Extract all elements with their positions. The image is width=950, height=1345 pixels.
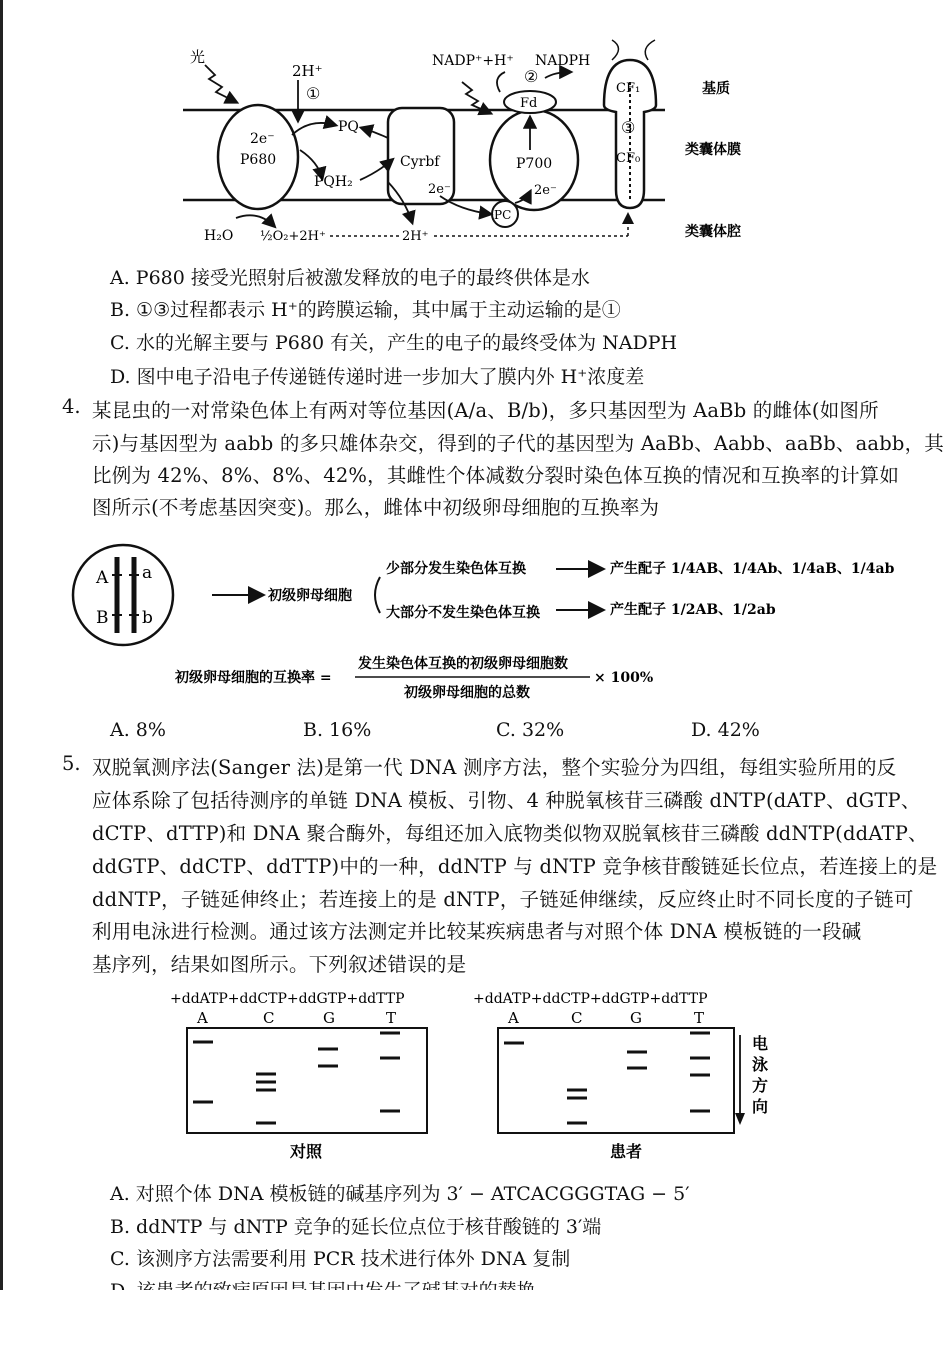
q5-line-5: ddNTP，子链延伸终止；若连接上的是 dNTP，子链延伸继续，反应终止时不同长度的子链可 — [92, 888, 914, 911]
q3-option-d: D. 图中电子沿电子传递链传递时进一步加大了膜内外 H⁺浓度差 — [110, 366, 645, 388]
label-minority-crossover: 少部分发生染色体互换 — [386, 561, 526, 577]
label-light: 光 — [190, 48, 206, 66]
label-2e-psii: 2e⁻ — [250, 131, 275, 147]
label-2h-top: 2H⁺ — [292, 62, 323, 80]
label-nadph: NADPH — [535, 53, 591, 69]
q4-number: 4. — [62, 395, 81, 418]
page-cutoff — [0, 1290, 950, 1345]
label-rate-formula: 初级卵母细胞的互换率 = — [175, 670, 332, 686]
direction-char-1: 电 — [752, 1034, 769, 1053]
patient-gel-box — [498, 1028, 734, 1133]
q5-number: 5. — [62, 752, 81, 775]
control-label: 对照 — [290, 1142, 323, 1161]
label-p700: P700 — [516, 156, 553, 172]
label-step1: ① — [306, 84, 321, 103]
label-stroma: 基质 — [702, 81, 730, 97]
label-2e-psi: 2e⁻ — [534, 183, 557, 198]
patient-lane-t: T — [694, 1009, 705, 1027]
patient-label: 患者 — [610, 1142, 643, 1161]
direction-char-3: 方 — [752, 1076, 769, 1095]
direction-char-4: 向 — [752, 1097, 769, 1116]
label-thylakoid-lumen: 类囊体腔 — [685, 224, 741, 240]
q5-option-a: A. 对照个体 DNA 模板链的碱基序列为 3′ − ATCACGGGTAG − 5′ — [110, 1183, 690, 1205]
gene-A: A — [96, 568, 109, 588]
label-fd: Fd — [520, 96, 538, 111]
q5-line-6: 利用电泳进行检测。通过该方法测定并比较某疾病患者与对照个体 DNA 模板链的一段碱 — [92, 920, 862, 943]
q4-option-c: C. 32% — [496, 719, 565, 741]
gene-b: b — [142, 608, 153, 628]
label-cf1: CF₁ — [616, 81, 641, 96]
cell-circle — [73, 545, 173, 645]
q4-line-3: 比例为 42%、8%、8%、42%，其雌性个体减数分裂时染色体互换的情况和互换率的计算如 — [92, 464, 900, 487]
control-gel-header: +ddATP+ddCTP+ddGTP+ddTTP — [170, 991, 405, 1007]
q5-line-3: dCTP、dTTP)和 DNA 聚合酶外，每组还加入底物类似物双脱氧核苷三磷酸 ddNTP(ddATP、 — [92, 822, 928, 845]
label-primary-oocyte: 初级卵母细胞 — [268, 588, 352, 604]
light-arrow — [205, 65, 236, 102]
label-pqh2: PQH₂ — [314, 174, 353, 190]
q5-line-1: 双脱氧测序法(Sanger 法)是第一代 DNA 测序方法，整个实验分为四组，每组实验所用的反 — [92, 756, 897, 779]
patient-lane-a: A — [508, 1009, 519, 1027]
q3-option-c: C. 水的光解主要与 P680 有关，产生的电子的最终受体为 NADPH — [110, 332, 678, 354]
label-gametes-no-crossover: 产生配子 1/2AB、1/2ab — [610, 602, 776, 618]
light-arrow-psi — [462, 82, 490, 113]
label-gametes-crossover: 产生配子 1/4AB、1/4Ab、1/4aB、1/4ab — [610, 561, 895, 577]
q4-line-1: 某昆虫的一对常染色体上有两对等位基因(A/a、B/b)，多只基因型为 AaBb 的雌体(如图所 — [92, 399, 879, 422]
patient-gel-header: +ddATP+ddCTP+ddGTP+ddTTP — [473, 991, 708, 1007]
label-o2: ½O₂+2H⁺ — [260, 229, 326, 244]
label-h2o: H₂O — [204, 228, 234, 244]
crossover-figure — [0, 535, 950, 710]
label-numerator: 发生染色体互换的初级卵母细胞数 — [358, 656, 568, 672]
q5-line-7: 基序列，结果如图所示。下列叙述错误的是 — [92, 953, 467, 976]
sequencing-gel-figure — [0, 985, 950, 1165]
q5-line-4: ddGTP、ddCTP、ddTTP)中的一种，ddNTP 与 dNTP 竞争核苷酸链延长位点，若连接上的是 — [92, 855, 938, 878]
q4-line-2: 示)与基因型为 aabb 的多只雄体杂交，得到的子代的基因型为 AaBb、Aabb、aaBb、aabb，其 — [92, 432, 944, 455]
label-2e-cyt: 2e⁻ — [428, 182, 451, 197]
gene-a: a — [142, 563, 153, 583]
q4-line-4: 图所示(不考虑基因突变)。那么，雌体中初级卵母细胞的互换率为 — [92, 496, 660, 519]
label-denominator: 初级卵母细胞的总数 — [404, 685, 530, 701]
label-thylakoid-membrane: 类囊体膜 — [685, 142, 741, 158]
q5-line-2: 应体系除了包括待测序的单链 DNA 模板、引物、4 种脱氧核苷三磷酸 dNTP(dATP、dGTP、 — [92, 789, 921, 812]
control-gel-box — [187, 1028, 427, 1133]
control-lane-c: C — [263, 1009, 275, 1027]
label-p680: P680 — [240, 152, 277, 168]
gene-B: B — [96, 608, 109, 628]
control-lane-a: A — [197, 1009, 208, 1027]
label-majority-no-crossover: 大部分不发生染色体互换 — [386, 605, 540, 621]
q4-option-b: B. 16% — [303, 719, 372, 741]
label-cf0: CF₀ — [616, 151, 641, 166]
q5-option-b: B. ddNTP 与 dNTP 竞争的延长位点位于核苷酸链的 3′端 — [110, 1216, 602, 1238]
label-pq: PQ — [338, 119, 359, 135]
label-step2: ② — [524, 67, 539, 86]
label-cyrbf: Cyrbf — [400, 154, 440, 170]
q5-option-c: C. 该测序方法需要利用 PCR 技术进行体外 DNA 复制 — [110, 1248, 571, 1270]
q3-option-b: B. ①③过程都表示 H⁺的跨膜运输，其中属于主动运输的是① — [110, 299, 621, 321]
label-nadp: NADP⁺+H⁺ — [432, 53, 514, 69]
control-lane-g: G — [323, 1009, 335, 1027]
label-step3: ③ — [621, 118, 636, 137]
photosynthesis-electron-transport-figure — [0, 0, 950, 255]
q3-option-a: A. P680 接受光照射后被激发释放的电子的最终供体是水 — [110, 267, 590, 289]
direction-char-2: 泳 — [752, 1055, 769, 1074]
label-times-100: × 100% — [594, 670, 654, 686]
label-pc: PC — [494, 208, 512, 222]
control-lane-t: T — [386, 1009, 397, 1027]
q4-option-d: D. 42% — [691, 719, 760, 741]
patient-lane-g: G — [630, 1009, 642, 1027]
q4-option-a: A. 8% — [110, 719, 166, 741]
patient-lane-c: C — [571, 1009, 583, 1027]
label-2h-bottom: 2H⁺ — [402, 229, 429, 244]
